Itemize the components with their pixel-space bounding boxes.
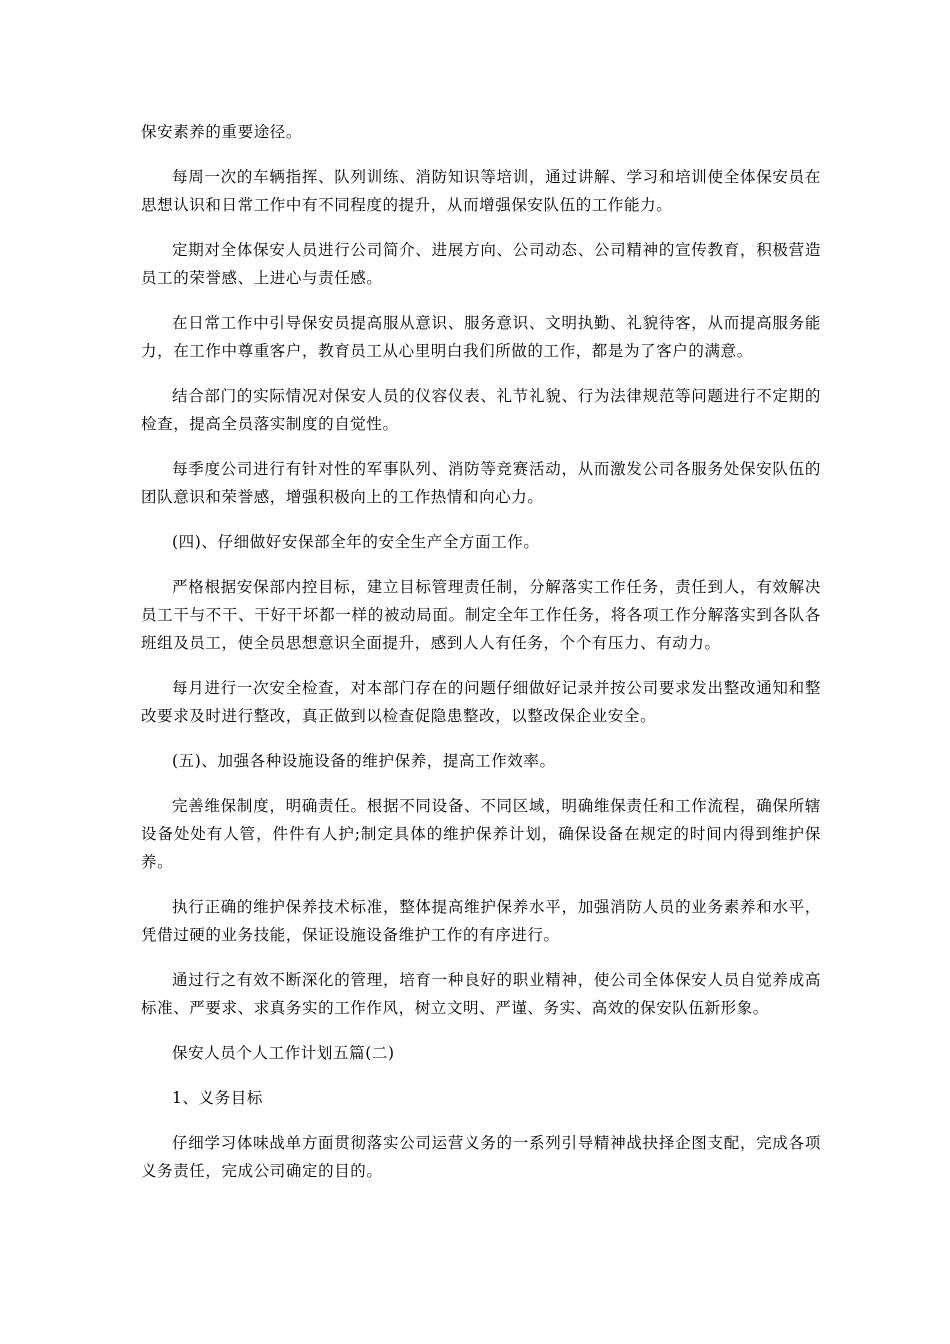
document-subtitle: 保安人员个人工作计划五篇(二) bbox=[172, 1044, 395, 1062]
paragraph-12: 执行正确的维护保养技术标准，整体提高维护保养水平，加强消防人员的业务素养和水平，凭借过硬的业务技能，保证设施设备维护工作的有序进行。 bbox=[141, 898, 821, 944]
paragraph-6: 每季度公司进行有针对性的军事队列、消防等竞赛活动，从而激发公司各服务处保安队伍的团队意识和荣誉感，增强积极向上的工作热情和向心力。 bbox=[141, 460, 821, 506]
paragraph-5: 结合部门的实际情况对保安人员的仪容仪表、礼节礼貌、行为法律规范等问题进行不定期的检查，提高全员落实制度的自觉性。 bbox=[141, 387, 821, 433]
section-heading-4: (四)、仔细做好安保部全年的安全生产全方面工作。 bbox=[172, 533, 540, 551]
paragraph-11: 完善维保制度，明确责任。根据不同设备、不同区域，明确维保责任和工作流程，确保所辖设备处处有人管，件件有人护;制定具体的维护保养计划，确保设备在规定的时间内得到维护保养。 bbox=[141, 797, 821, 871]
paragraph-9: 每月进行一次安全检查，对本部门存在的问题仔细做好记录并按公司要求发出整改通知和整改要求及时进行整改，真正做到以检查促隐患整改，以整改保企业安全。 bbox=[141, 679, 821, 725]
paragraph-16: 仔细学习体味战单方面贯彻落实公司运营义务的一系列引导精神战抉择企图支配，完成各项义务责任，完成公司确定的目的。 bbox=[141, 1134, 821, 1180]
paragraph-4: 在日常工作中引导保安员提高服从意识、服务意识、文明执勤、礼貌待客，从而提高服务能力，在工作中尊重客户，教育员工从心里明白我们所做的工作，都是为了客户的满意。 bbox=[141, 314, 821, 360]
document-body bbox=[141, 118, 821, 1202]
paragraph-2: 每周一次的车辆指挥、队列训练、消防知识等培训，通过讲解、学习和培训使全体保安员在思想认识和日常工作中有不同程度的提升，从而增强保安队伍的工作能力。 bbox=[141, 168, 821, 214]
paragraph-8: 严格根据安保部内控目标，建立目标管理责任制，分解落实工作任务，责任到人，有效解决员工干与不干、干好干坏都一样的被动局面。制定全年工作任务，将各项工作分解落实到各队各班组及员工，使全员思想意识全面提升，感到人人有任务，个个有压力、有动力。 bbox=[141, 578, 821, 652]
paragraph-1: 保安素养的重要途径。 bbox=[141, 123, 303, 141]
paragraph-13: 通过行之有效不断深化的管理，培育一种良好的职业精神，使公司全体保安人员自觉养成高标准、严要求、求真务实的工作作风，树立文明、严谨、务实、高效的保安队伍新形象。 bbox=[141, 971, 821, 1017]
paragraph-3: 定期对全体保安人员进行公司简介、进展方向、公司动态、公司精神的宣传教育，积极营造员工的荣誉感、上进心与责任感。 bbox=[141, 241, 821, 287]
numbered-heading-1: 1、义务目标 bbox=[172, 1089, 263, 1107]
section-heading-5: (五)、加强各种设施设备的维护保养，提高工作效率。 bbox=[172, 752, 556, 770]
